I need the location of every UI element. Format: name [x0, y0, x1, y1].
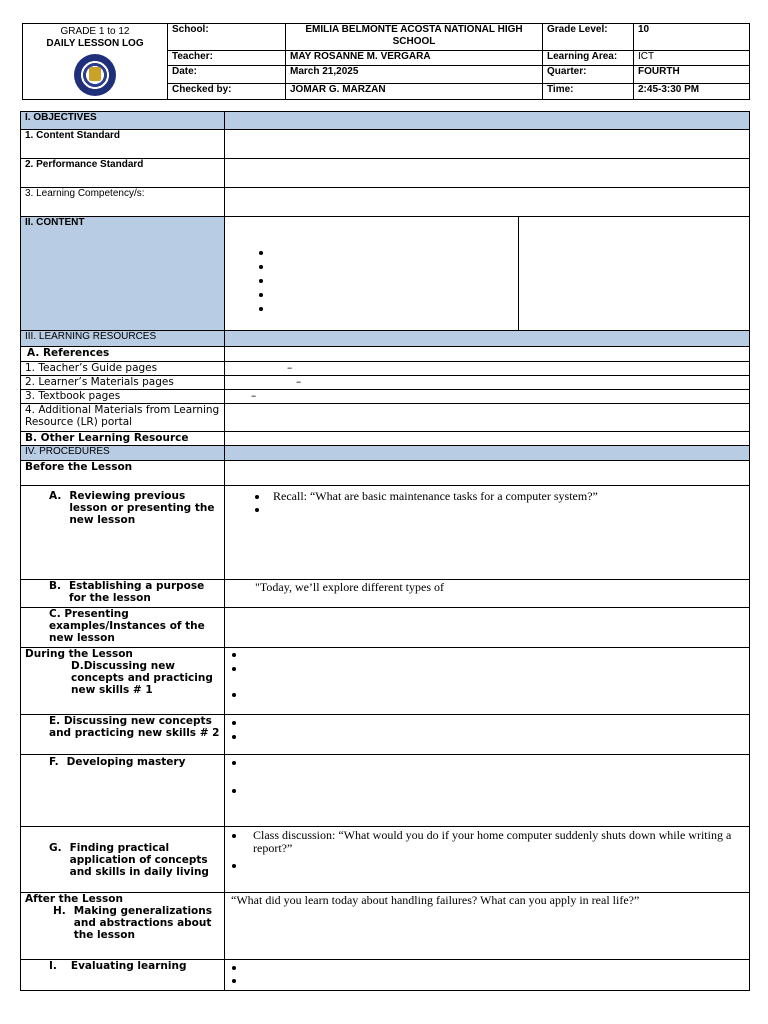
step-h-cell [21, 893, 225, 960]
header-title-cell [23, 24, 168, 100]
grade-label: Grade Level: [543, 24, 634, 51]
step-f-letter: F. [49, 756, 59, 768]
bullet-icon [232, 834, 236, 838]
step-h-letter: H. [53, 905, 66, 917]
step-g-content[interactable] [225, 827, 750, 893]
content-standard-label: 1. Content Standard [21, 130, 225, 159]
step-h-text[interactable]: “What did you learn today about handling failures? What can you apply in real life?” [225, 893, 750, 960]
step-a-cell [21, 486, 225, 580]
time-label: Time: [543, 84, 634, 100]
step-b-label: Establishing a purpose for the lesson [69, 580, 205, 604]
step-e-label: E. Discussing new concepts and practicing new skills # 2 [21, 715, 225, 755]
content-side-cell[interactable] [519, 217, 750, 331]
references-label: A. References [21, 347, 225, 362]
during-lesson-label: During the Lesson [25, 648, 133, 660]
step-i-content[interactable] [225, 960, 750, 991]
procedures-heading: IV. PROCEDURES [21, 446, 225, 461]
bullet-icon [232, 653, 236, 657]
step-c-label: C. Presenting examples/Instances of the new lesson [21, 608, 225, 648]
step-a-text: Recall: “What are basic maintenance tasks for a computer system?” [273, 489, 598, 503]
step-f-label: Developing mastery [66, 756, 186, 768]
step-g-label: Finding practical application of concepts and skills in daily living [69, 841, 209, 878]
step-i-letter: I. [49, 960, 57, 972]
step-d-cell [21, 648, 225, 715]
step-i-label: Evaluating learning [70, 960, 187, 972]
teacher-value: MAY ROSANNE M. VERGARA [286, 51, 543, 66]
content-heading: II. CONTENT [21, 217, 225, 331]
competency-label: 3. Learning Competency/s: [21, 188, 225, 217]
step-h-label: Making generalizations and abstractions about the lesson [73, 905, 212, 941]
bullet-icon [232, 735, 236, 739]
school-label: School: [168, 24, 286, 51]
tg-label: 1. Teacher’s Guide pages [21, 362, 225, 376]
date-label: Date: [168, 66, 286, 84]
time-value: 2:45-3:30 PM [634, 84, 750, 100]
tg-value[interactable]: – [225, 362, 750, 376]
step-a-letter: A. [49, 490, 62, 502]
step-f-content[interactable] [225, 755, 750, 827]
tb-value[interactable]: – [225, 390, 750, 404]
step-g-letter: G. [49, 841, 62, 854]
lm-label: 2. Learner’s Materials pages [21, 376, 225, 390]
bullet-icon [259, 251, 263, 255]
title-line2: DAILY LESSON LOG [46, 38, 144, 49]
lesson-log-table [20, 111, 750, 991]
performance-standard-value[interactable] [225, 159, 750, 188]
quarter-value: FOURTH [634, 66, 750, 84]
lr-label: 4. Additional Materials from Learning Resource (LR) portal [21, 404, 225, 432]
bullet-icon [259, 279, 263, 283]
step-b-cell [21, 580, 225, 608]
content-bullets [229, 217, 514, 317]
tb-label: 3. Textbook pages [21, 390, 225, 404]
competency-value[interactable] [225, 188, 750, 217]
bullet-icon [232, 667, 236, 671]
performance-standard-label: 2. Performance Standard [21, 159, 225, 188]
bullet-icon [259, 293, 263, 297]
bullet-icon [232, 966, 236, 970]
after-lesson-label: After the Lesson [25, 893, 123, 905]
resources-heading: III. LEARNING RESOURCES [21, 331, 225, 347]
area-value: ICT [634, 51, 750, 66]
step-a-content[interactable] [225, 486, 750, 580]
step-g-cell [21, 827, 225, 893]
step-b-text[interactable]: "Today, we’ll explore different types of [225, 580, 750, 608]
lm-value[interactable]: – [225, 376, 750, 390]
teacher-label: Teacher: [168, 51, 286, 66]
step-a-label: Reviewing previous lesson or presenting the new lesson [69, 490, 215, 526]
step-e-content[interactable] [225, 715, 750, 755]
school-value: EMILIA BELMONTE ACOSTA NATIONAL HIGH SCHOOL [286, 24, 543, 51]
bullet-icon [232, 693, 236, 697]
checked-value: JOMAR G. MARZAN [286, 84, 543, 100]
bullet-icon [232, 761, 236, 765]
step-g-text: Class discussion: “What would you do if your home computer suddenly shuts down while writing a report?” [253, 828, 732, 855]
content-standard-value[interactable] [225, 130, 750, 159]
bullet-icon [259, 265, 263, 269]
deped-seal-icon [74, 54, 116, 96]
step-i-cell [21, 960, 225, 991]
other-resource-label: B. Other Learning Resource [21, 432, 225, 446]
content-list-cell[interactable] [225, 217, 519, 331]
bullet-icon [259, 307, 263, 311]
header-table [22, 23, 750, 100]
checked-label: Checked by: [168, 84, 286, 100]
step-f-cell [21, 755, 225, 827]
bullet-icon [232, 864, 236, 868]
bullet-icon [232, 979, 236, 983]
title-line1: GRADE 1 to 12 [60, 26, 130, 37]
bullet-icon [255, 508, 259, 512]
bullet-icon [232, 789, 236, 793]
objectives-heading: I. OBJECTIVES [21, 112, 225, 130]
step-d-content[interactable] [225, 648, 750, 715]
bullet-icon [255, 495, 259, 499]
area-label: Learning Area: [543, 51, 634, 66]
before-lesson-label: Before the Lesson [21, 461, 225, 486]
step-b-letter: B. [49, 580, 61, 592]
quarter-label: Quarter: [543, 66, 634, 84]
date-value: March 21,2025 [286, 66, 543, 84]
step-d-label: D.Discussing new concepts and practicing new skills # 1 [71, 660, 213, 696]
grade-value: 10 [634, 24, 750, 51]
bullet-icon [232, 721, 236, 725]
